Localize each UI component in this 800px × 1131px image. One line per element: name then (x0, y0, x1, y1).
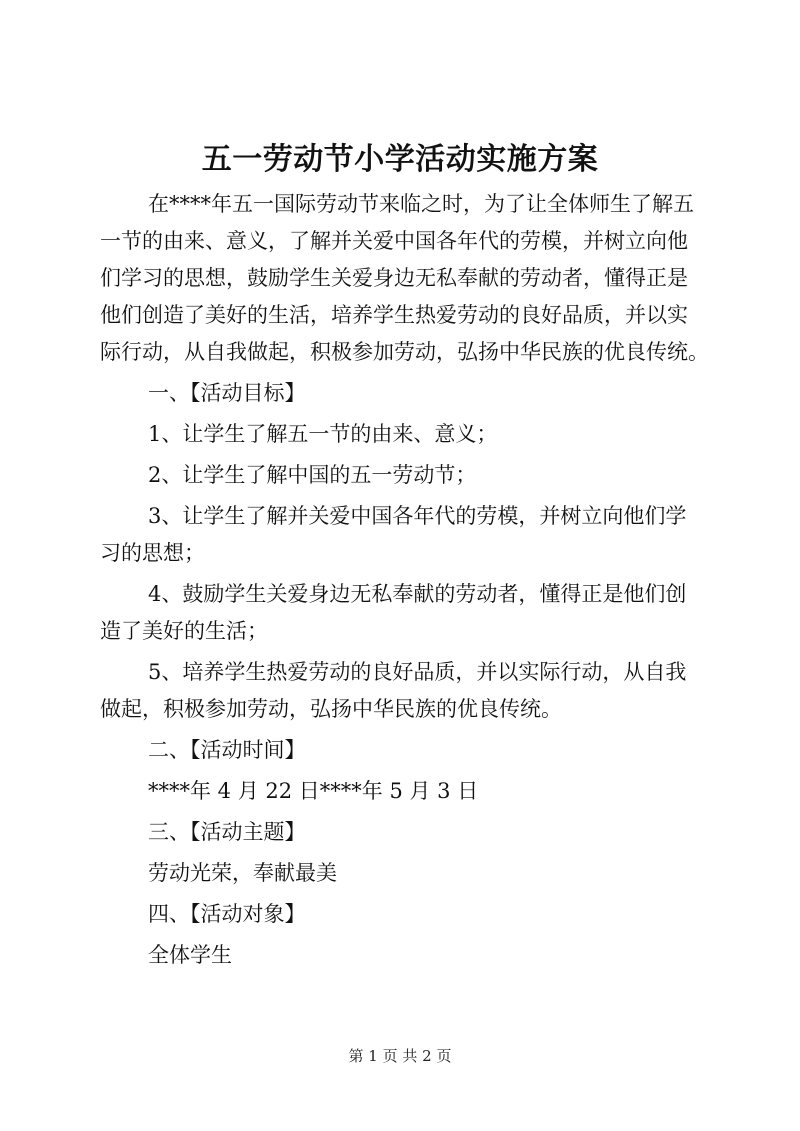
intro-line: 们学习的思想，鼓励学生关爱身边无私奉献的劳动者，懂得正是 (100, 266, 688, 290)
document-body (100, 186, 710, 974)
section-heading-audience: 四、【活动对象】 (148, 902, 306, 926)
activity-time: ****年 4 月 22 日****年 5 月 3 日 (148, 779, 479, 803)
goal-item: 5、培养学生热爱劳动的良好品质，并以实际行动，从自我 (148, 660, 687, 684)
section-heading-theme: 三、【活动主题】 (148, 820, 306, 844)
document-title: 五一劳动节小学活动实施方案 (201, 142, 599, 177)
intro-line: 在****年五一国际劳动节来临之时，为了让全体师生了解五 (148, 192, 694, 216)
goal-item: 1、让学生了解五一节的由来、意义； (148, 422, 498, 446)
goal-item: 3、让学生了解并关爱中国各年代的劳模，并树立向他们学 (148, 504, 687, 528)
goal-item-continuation: 习的思想； (100, 541, 205, 565)
goal-item-continuation: 造了美好的生活； (100, 619, 268, 643)
intro-line: 他们创造了美好的生活，培养学生热爱劳动的良好品质，并以实 (100, 303, 688, 327)
activity-theme: 劳动光荣，奉献最美 (148, 861, 337, 885)
goal-item: 4、鼓励学生关爱身边无私奉献的劳动者，懂得正是他们创 (148, 582, 687, 606)
intro-line: 际行动，从自我做起，积极参加劳动，弘扬中华民族的优良传统。 (100, 340, 709, 364)
goal-item-continuation: 做起，积极参加劳动，弘扬中华民族的优良传统。 (100, 697, 562, 721)
activity-audience: 全体学生 (148, 943, 232, 967)
intro-line: 一节的由来、意义，了解并关爱中国各年代的劳模，并树立向他 (100, 229, 688, 253)
section-heading-goals: 一、【活动目标】 (148, 381, 306, 405)
goal-item: 2、让学生了解中国的五一劳动节； (148, 463, 477, 487)
section-heading-time: 二、【活动时间】 (148, 738, 306, 762)
page-indicator: 第 1 页 共 2 页 (348, 1047, 452, 1065)
